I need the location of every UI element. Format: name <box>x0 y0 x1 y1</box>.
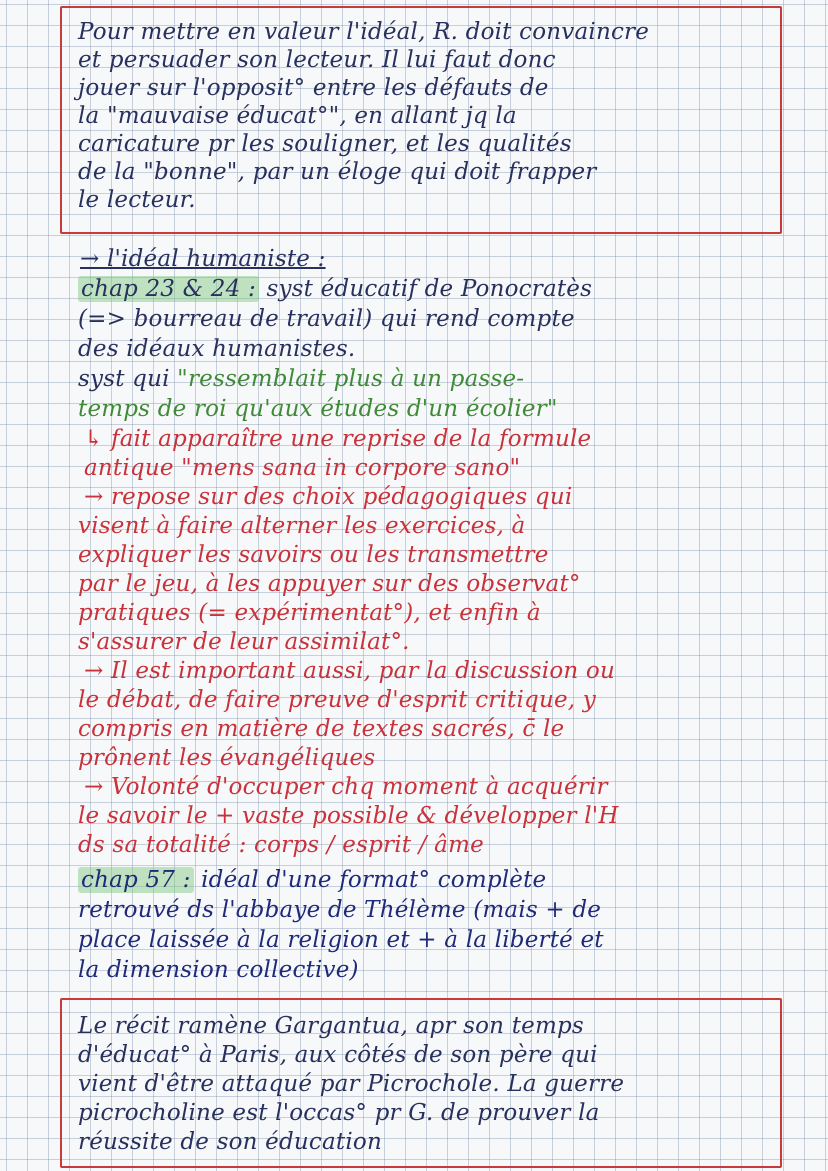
box-bottom-line-4: picrocholine est l'occas° pr G. de prouver la <box>78 1100 600 1126</box>
chap-57-line-4: la dimension collective) <box>78 957 359 983</box>
box-top-line-4: la "mauvaise éducat°", en allant jq la <box>78 103 517 129</box>
red-note-line-4: visent à faire alterner les exercices, à <box>78 513 526 539</box>
quote-line-2: temps de roi qu'aux études d'un écolier" <box>78 396 558 422</box>
chap-23-24-line <box>78 275 592 303</box>
box-top-line-3: jouer sur l'opposit° entre les défauts de <box>78 75 549 101</box>
red-note-line-7: pratiques (= expérimentat°), et enfin à <box>78 600 541 626</box>
red-note-line-8: s'assurer de leur assimilat°. <box>78 629 410 655</box>
chap-23-24-line-3: des idéaux humanistes. <box>78 336 356 362</box>
box-bottom-line-5: réussite de son éducation <box>78 1129 382 1155</box>
syst-prefix: syst qui <box>78 366 170 392</box>
red-note-line-9: → Il est important aussi, par la discussion ou <box>84 658 615 684</box>
box-top-line-6: de la "bonne", par un éloge qui doit frapper <box>78 159 597 185</box>
red-note-line-3: → repose sur des choix pédagogiques qui <box>84 484 573 510</box>
quote-part-1: "ressemblait plus à un passe- <box>177 366 525 392</box>
chap-57-line-3: place laissée à la religion et + à la liberté et <box>78 927 604 953</box>
red-note-line-15: ds sa totalité : corps / esprit / âme <box>78 832 484 858</box>
section-heading: → l'idéal humaniste : <box>80 246 326 272</box>
red-note-line-14: le savoir le + vaste possible & développer l'H <box>78 803 619 829</box>
chap-57-line-2: retrouvé ds l'abbaye de Thélème (mais + de <box>78 897 602 923</box>
box-top-line-2: et persuader son lecteur. Il lui faut donc <box>78 47 556 73</box>
quote-line-1 <box>78 365 524 393</box>
red-note-line-13: → Volonté d'occuper chq moment à acquérir <box>84 774 608 800</box>
box-top-line-7: le lecteur. <box>78 187 196 213</box>
box-top-line-5: caricature pr les souligner, et les qualités <box>78 131 572 157</box>
red-note-line-5: expliquer les savoirs ou les transmettre <box>78 542 549 568</box>
chap-23-24-text: syst éducatif de Ponocratès <box>266 276 593 302</box>
chap-23-24-tag: chap 23 & 24 : <box>78 276 259 302</box>
chap-57-line <box>78 866 546 894</box>
box-bottom-line-2: d'éducat° à Paris, aux côtés de son père qui <box>78 1042 598 1068</box>
box-bottom-line-1: Le récit ramène Gargantua, apr son temps <box>78 1013 584 1039</box>
box-bottom-line-3: vient d'être attaqué par Picrochole. La guerre <box>78 1071 625 1097</box>
chap-57-text: idéal d'une format° complète <box>201 867 547 893</box>
red-note-line-2: antique "mens sana in corpore sano" <box>84 455 521 481</box>
chap-57-tag: chap 57 : <box>78 867 194 893</box>
red-note-line-11: compris en matière de textes sacrés, c̄ le <box>78 716 565 742</box>
red-note-line-1: ↳ fait apparaître une reprise de la formule <box>84 426 592 452</box>
red-note-line-10: le débat, de faire preuve d'esprit critique, y <box>78 687 596 713</box>
box-top-line-1: Pour mettre en valeur l'idéal, R. doit convaincre <box>78 19 650 45</box>
red-note-line-6: par le jeu, à les appuyer sur des observat° <box>78 571 581 597</box>
chap-23-24-line-2: (=> bourreau de travail) qui rend compte <box>78 306 575 332</box>
red-note-line-12: prônent les évangéliques <box>78 745 376 771</box>
